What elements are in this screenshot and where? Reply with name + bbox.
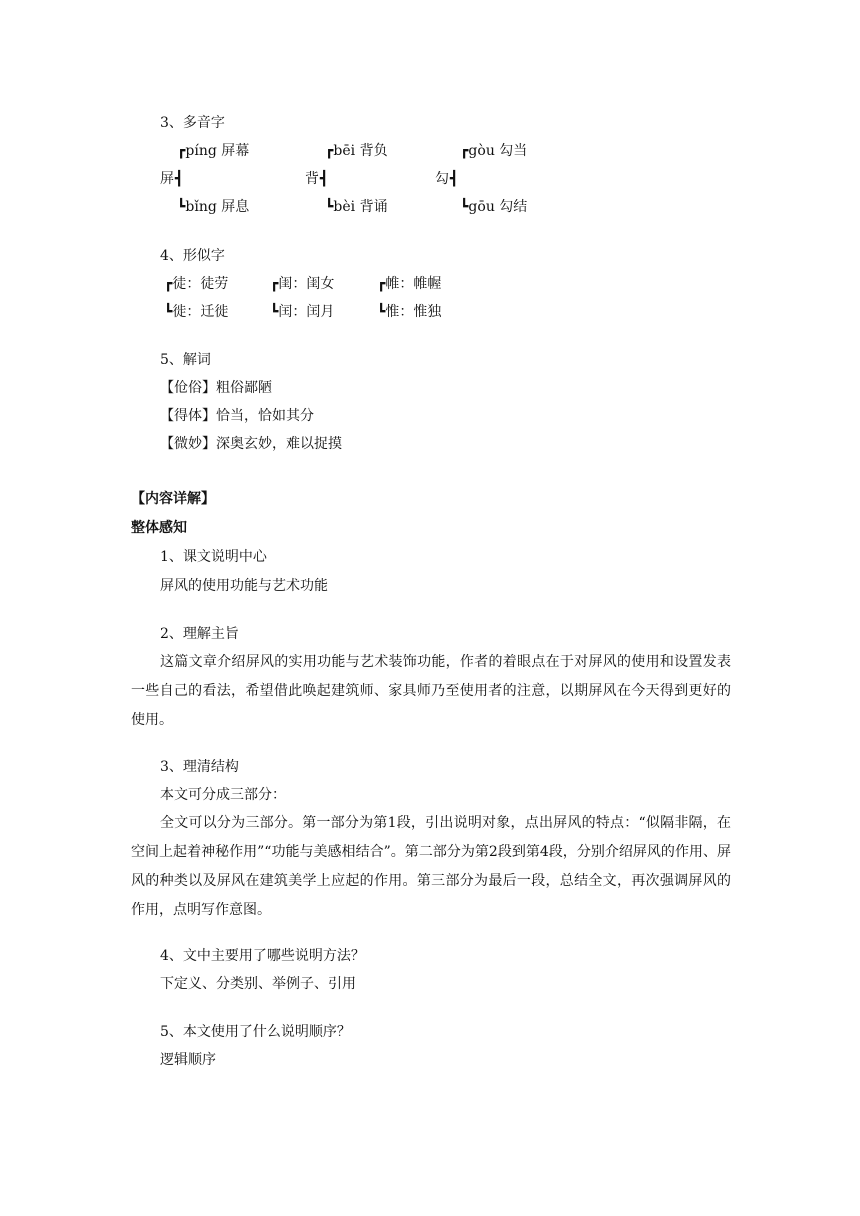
bracket-mid-icon: ┫: [175, 171, 184, 187]
polyphone-1-top: ┏píng 屏幕: [177, 143, 250, 159]
q4-answer: 下定义、分类别、举例子、引用: [160, 976, 356, 992]
q5-answer: 逻辑顺序: [160, 1052, 216, 1068]
section-title-polyphone: 3、多音字: [160, 115, 225, 131]
q4-title: 4、文中主要用了哪些说明方法？: [160, 948, 365, 964]
polyphone-3-top: ┏gòu 勾当: [460, 143, 528, 159]
bracket-mid-icon: ┫: [320, 171, 329, 187]
similar-1-top: ┏徒：徒劳: [164, 276, 229, 292]
q3-line: 本文可分成三部分：: [160, 787, 286, 803]
bracket-mid-icon: ┫: [450, 171, 459, 187]
similar-1-bottom: ┗徙：迁徙: [164, 304, 229, 320]
q3-paragraph: 全文可以分为三部分。第一部分为第1段，引出说明对象，点出屏风的特点：“似隔非隔，在空间上起着神秘作用”“功能与美感相结合”。第二部分为第2段到第4段，分别介绍屏风的作用、屏风的种类以及屏风在建筑美学上应起的作用。第三部分为最后一段，总结全文，再次强调屏风的作用，点明写作意图。: [131, 815, 731, 918]
content-subheader: 整体感知: [131, 520, 187, 536]
vocab-item: 【伧俗】粗俗鄙陋: [160, 380, 272, 396]
polyphone-2-bottom: ┗bèi 背诵: [325, 199, 388, 215]
q1-title: 1、课文说明中心: [160, 549, 267, 565]
q3-title: 3、理清结构: [160, 759, 239, 775]
similar-2-bottom: ┗闰：闰月: [270, 304, 335, 320]
polyphone-3-char: 勾┫: [435, 171, 459, 187]
q1-answer: 屏风的使用功能与艺术功能: [160, 578, 328, 594]
polyphone-3-bottom: ┗gōu 勾结: [460, 199, 528, 215]
similar-2-top: ┏闺：闺女: [270, 276, 335, 292]
similar-3-top: ┏帷：帷幄: [377, 276, 442, 292]
section-title-vocab: 5、解词: [160, 352, 211, 368]
section-title-similar-chars: 4、形似字: [160, 248, 225, 264]
vocab-item: 【微妙】深奥玄妙，难以捉摸: [160, 436, 342, 452]
polyphone-1-char: 屏┫: [160, 171, 184, 187]
q2-title: 2、理解主旨: [160, 626, 239, 642]
polyphone-2-top: ┏bēi 背负: [325, 143, 388, 159]
content-header: 【内容详解】: [131, 491, 215, 507]
polyphone-1-bottom: ┗bǐng 屏息: [177, 199, 250, 215]
vocab-item: 【得体】恰当，恰如其分: [160, 408, 314, 424]
q5-title: 5、本文使用了什么说明顺序？: [160, 1024, 351, 1040]
q2-paragraph: 这篇文章介绍屏风的实用功能与艺术装饰功能，作者的着眼点在于对屏风的使用和设置发表一些自己的看法，希望借此唤起建筑师、家具师乃至使用者的注意，以期屏风在今天得到更好的使用。: [131, 654, 731, 728]
similar-3-bottom: ┗惟：惟独: [377, 304, 442, 320]
polyphone-2-char: 背┫: [305, 171, 329, 187]
